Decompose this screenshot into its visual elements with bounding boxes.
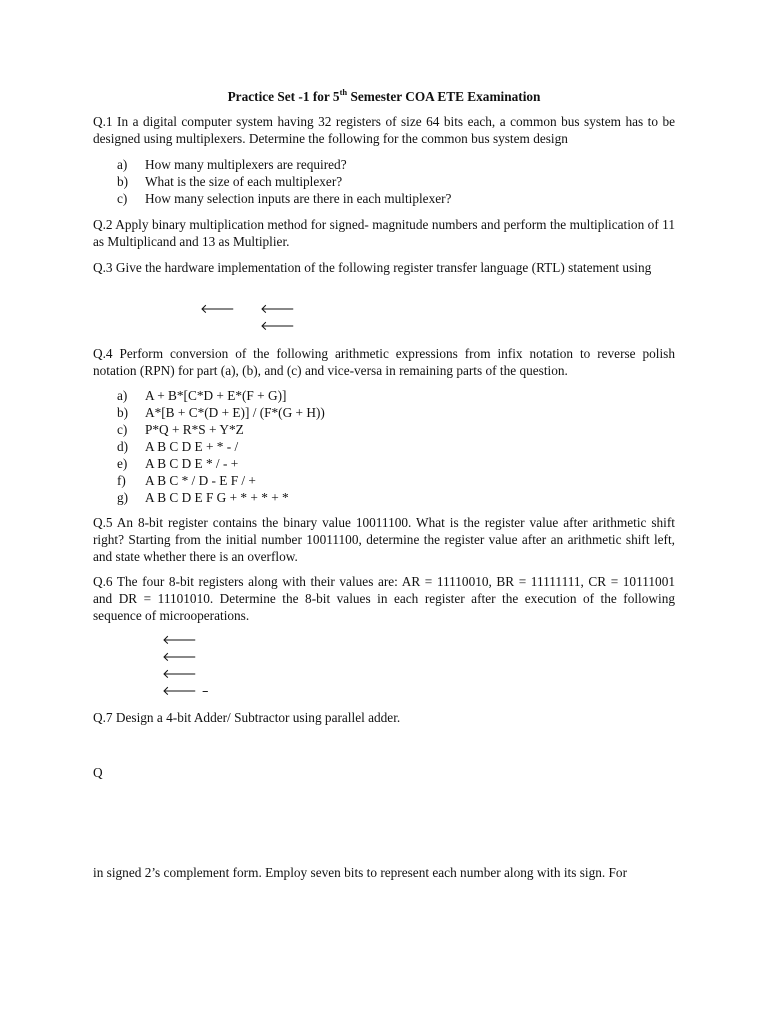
list-item (117, 404, 677, 421)
list-item (117, 421, 677, 438)
left-arrow-icon: 🡐 (162, 650, 197, 665)
question-7: Q.7 Design a 4-bit Adder/ Subtractor using parallel adder. (93, 710, 401, 725)
question-5: Q.5 An 8-bit register contains the binary value 10011100. What is the register value after arithmetic shift right? Starting from the initial number 10011100, determine the register value after an arithmetic shift left, and state whether there is an overflow. (93, 515, 675, 564)
list-item (117, 173, 677, 190)
item-text: What is the size of each multiplexer? (145, 174, 343, 189)
left-arrow-icon: 🡐 (162, 633, 197, 648)
question-3: Q.3 Give the hardware implementation of the following register transfer language (RTL) statement using (93, 260, 652, 275)
left-arrow-icon: 🡐 (162, 667, 197, 682)
item-label: b) (117, 174, 129, 189)
item-label: b) (117, 405, 129, 420)
list-item (117, 438, 677, 455)
item-text: A B C * / D - E F / + (145, 473, 256, 488)
question-8-fragment: in signed 2’s complement form. Employ seven bits to represent each number along with its sign. For (93, 865, 627, 880)
minus-sign: – (202, 684, 209, 699)
item-label: a) (117, 388, 128, 403)
item-text: A B C D E + * - / (145, 439, 239, 454)
item-label: e) (117, 456, 128, 471)
question-1-options (117, 156, 677, 207)
question-4-options (117, 387, 677, 506)
item-text: A*[B + C*(D + E)] / (F*(G + H)) (145, 405, 325, 420)
item-text: A B C D E F G + * + * + * (145, 490, 289, 505)
item-label: a) (117, 157, 128, 172)
item-text: P*Q + R*S + Y*Z (145, 422, 244, 437)
left-arrow-icon: 🡐 (260, 302, 295, 317)
question-2: Q.2 Apply binary multiplication method for signed- magnitude numbers and perform the multiplication of 11 as Multiplicand and 13 as Multiplier. (93, 217, 675, 249)
list-item (117, 387, 677, 404)
left-arrow-icon: 🡐 (200, 302, 235, 317)
left-arrow-icon: 🡐 (260, 319, 295, 334)
list-item (117, 455, 677, 472)
title-suffix: Semester COA ETE Examination (347, 89, 541, 104)
item-text: A B C D E * / - + (145, 456, 239, 471)
item-label: f) (117, 473, 126, 488)
item-label: c) (117, 191, 128, 206)
title-superscript: th (339, 86, 348, 97)
question-1: Q.1 In a digital computer system having 32 registers of size 64 bits each, a common bus system has to be designed using multiplexers. Determine the following for the common bus system design (93, 114, 675, 146)
item-text: How many selection inputs are there in each multiplexer? (145, 191, 452, 206)
list-item (117, 190, 677, 207)
item-label: d) (117, 439, 129, 454)
question-6: Q.6 The four 8-bit registers along with their values are: AR = 11110010, BR = 11111111, CR = 10111001 and DR = 11101010. Determine the 8-bit values in each register after the execution of the following sequence of microoperations. (93, 574, 675, 623)
title-prefix: Practice Set -1 for 5 (227, 89, 340, 104)
list-item (117, 489, 677, 506)
list-item (117, 472, 677, 489)
left-arrow-icon: 🡐 (162, 684, 197, 699)
item-label: c) (117, 422, 128, 437)
item-text: How many multiplexers are required? (145, 157, 347, 172)
list-item (117, 156, 677, 173)
item-label: g) (117, 490, 129, 505)
item-text: A + B*[C*D + E*(F + G)] (145, 388, 287, 403)
question-8-label: Q (93, 765, 103, 780)
page-title (0, 88, 768, 105)
question-4: Q.4 Perform conversion of the following arithmetic expressions from infix notation to reverse polish notation (RPN) for part (a), (b), and (c) and vice-versa in remaining parts of the question. (93, 346, 675, 378)
